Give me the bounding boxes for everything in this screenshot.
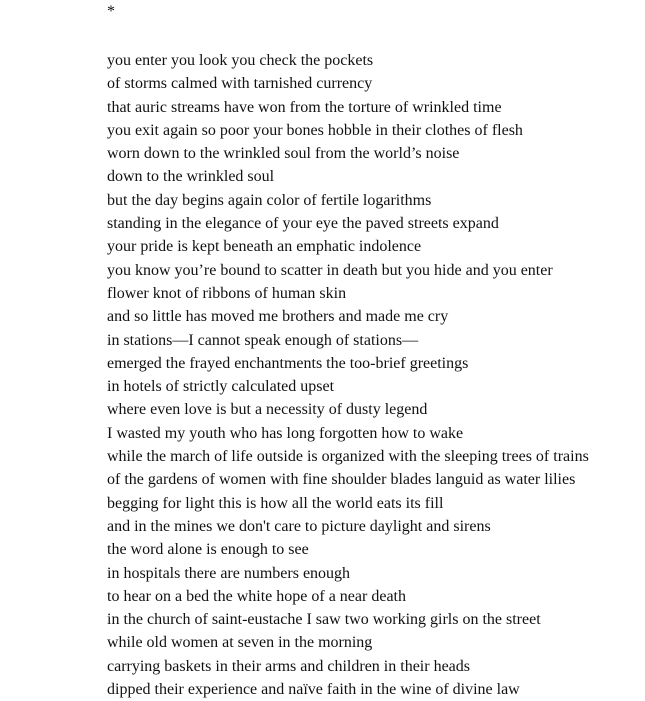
poem-line: flower knot of ribbons of human skin bbox=[107, 284, 347, 302]
poem-line: of storms calmed with tarnished currency bbox=[107, 75, 373, 93]
poem-line: where even love is but a necessity of dusty legend bbox=[107, 401, 428, 419]
poem-line: and in the mines we don't care to picture daylight and sirens bbox=[107, 517, 491, 535]
poem-line: worn down to the wrinkled soul from the world’s noise bbox=[107, 145, 460, 163]
poem-line: down to the wrinkled soul bbox=[107, 168, 275, 186]
poem-line: of the gardens of women with fine shoulder blades languid as water lilies bbox=[107, 471, 576, 489]
section-break-asterisk: * bbox=[107, 3, 115, 20]
poem-line: begging for light this is how all the world eats its fill bbox=[107, 494, 444, 512]
poem-line: that auric streams have won from the torture of wrinkled time bbox=[107, 98, 502, 116]
poem-line: and so little has moved me brothers and made me cry bbox=[107, 308, 449, 326]
poem-line: carrying baskets in their arms and children in their heads bbox=[107, 657, 470, 675]
poem-line: you exit again so poor your bones hobble in their clothes of flesh bbox=[107, 121, 523, 139]
poem-stanza bbox=[107, 49, 589, 701]
poem-line: while the march of life outside is organized with the sleeping trees of trains bbox=[107, 448, 589, 466]
poem-line: dipped their experience and naïve faith in the wine of divine law bbox=[107, 681, 520, 699]
poem-line: I wasted my youth who has long forgotten how to wake bbox=[107, 424, 464, 442]
poem-line: in hospitals there are numbers enough bbox=[107, 564, 351, 582]
poem-line: the word alone is enough to see bbox=[107, 541, 309, 559]
poem-line: but the day begins again color of fertile logarithms bbox=[107, 191, 432, 209]
poem-line: your pride is kept beneath an emphatic indolence bbox=[107, 238, 422, 256]
poem-line: you know you’re bound to scatter in death but you hide and you enter bbox=[107, 261, 553, 279]
poem-line: to hear on a bed the white hope of a near death bbox=[107, 587, 406, 605]
poem-line: in stations—I cannot speak enough of stations— bbox=[107, 331, 419, 349]
poem-line: while old women at seven in the morning bbox=[107, 634, 373, 652]
poem-line: in hotels of strictly calculated upset bbox=[107, 378, 335, 396]
poem-line: you enter you look you check the pockets bbox=[107, 52, 374, 69]
poem-line: emerged the frayed enchantments the too-brief greetings bbox=[107, 354, 469, 372]
poem-line: in the church of saint-eustache I saw two working girls on the street bbox=[107, 611, 541, 629]
poem-line: standing in the elegance of your eye the paved streets expand bbox=[107, 215, 499, 233]
